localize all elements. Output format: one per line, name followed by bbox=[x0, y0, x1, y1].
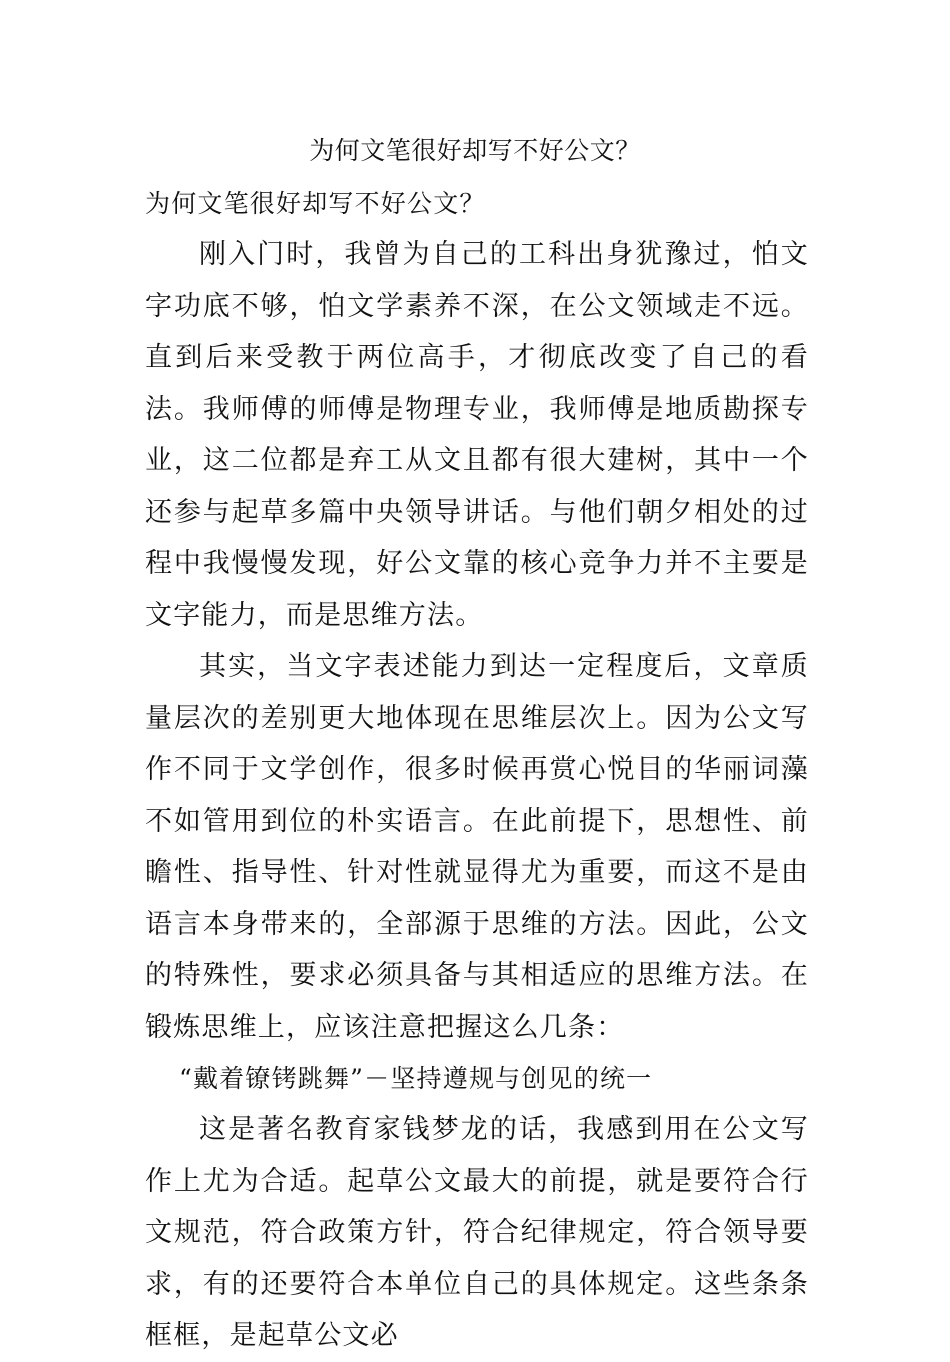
document-body bbox=[145, 178, 809, 1362]
section-heading: “戴着镣铐跳舞”－坚持遵规与创见的统一 bbox=[179, 1064, 653, 1093]
document-subtitle: 为何文笔很好却写不好公文？ bbox=[145, 189, 486, 218]
document-title: 为何文笔很好却写不好公文？ bbox=[309, 136, 641, 165]
paragraph-3: 这是著名教育家钱梦龙的话，我感到用在公文写作上尤为合适。起草公文最大的前提，就是要符合行文规范，符合政策方针，符合纪律规定，符合领导要求，有的还要符合本单位自己的具体规定。这些条条框框，是起草公文必 bbox=[145, 1114, 809, 1351]
paragraph-1: 刚入门时，我曾为自己的工科出身犹豫过，怕文字功底不够，怕文学素养不深，在公文领域走不远。直到后来受教于两位高手，才彻底改变了自己的看法。我师傅的师傅是物理专业，我师傅是地质勘探专业，这二位都是弃工从文且都有很大建树，其中一个还参与起草多篇中央领导讲话。与他们朝夕相处的过程中我慢慢发现，好公文靠的核心竞争力并不主要是文字能力，而是思维方法。 bbox=[145, 239, 809, 631]
paragraph-2: 其实，当文字表述能力到达一定程度后，文章质量层次的差别更大地体现在思维层次上。因为公文写作不同于文学创作，很多时候再赏心悦目的华丽词藻不如管用到位的朴实语言。在此前提下，思想性、前瞻性、指导性、针对性就显得尤为重要，而这不是由语言本身带来的，全部源于思维的方法。因此，公文的特殊性，要求必须具备与其相适应的思维方法。在锻炼思维上，应该注意把握这么几条： bbox=[145, 651, 809, 1043]
